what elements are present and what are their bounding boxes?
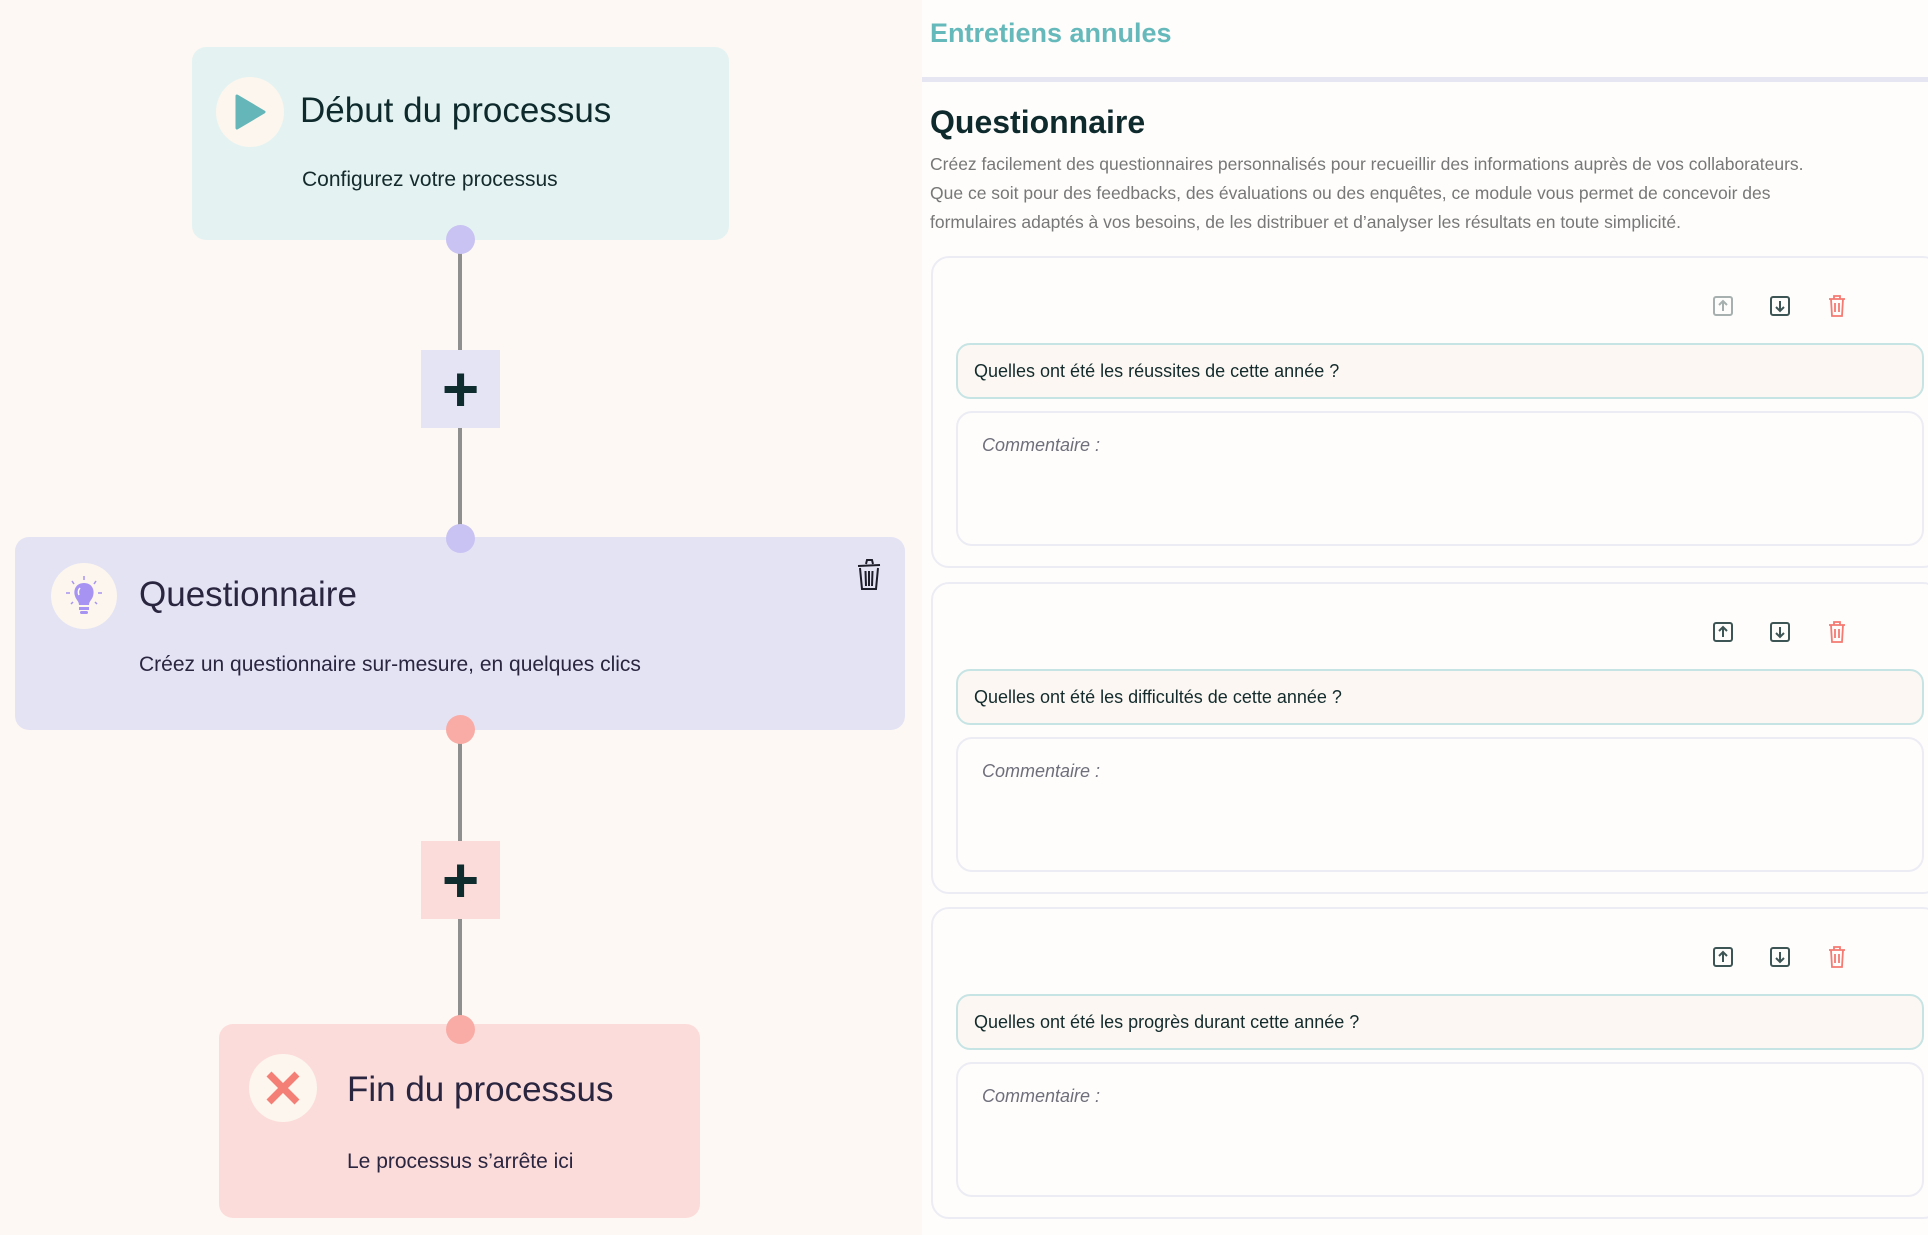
move-down-button[interactable] — [1768, 620, 1792, 644]
trash-icon — [1828, 621, 1846, 643]
close-icon — [265, 1070, 301, 1106]
delete-question-button[interactable] — [1825, 620, 1849, 644]
end-node[interactable] — [219, 1024, 700, 1218]
panel-title: Entretiens annules — [930, 18, 1172, 48]
comment-textarea[interactable]: Commentaire : — [956, 737, 1924, 872]
process-flow-canvas — [0, 0, 922, 1235]
divider — [922, 77, 1928, 82]
move-up-button[interactable] — [1711, 945, 1735, 969]
questionnaire-node[interactable] — [15, 537, 905, 730]
connector-dot[interactable] — [446, 524, 475, 553]
comment-textarea[interactable]: Commentaire : — [956, 411, 1924, 546]
arrow-up-square-icon — [1713, 296, 1733, 316]
question-input[interactable]: Quelles ont été les progrès durant cette année ? — [956, 994, 1924, 1050]
question-card — [931, 582, 1928, 894]
trash-icon — [1828, 946, 1846, 968]
connector-dot[interactable] — [446, 1015, 475, 1044]
question-card — [931, 256, 1928, 568]
arrow-down-square-icon — [1770, 947, 1790, 967]
trash-icon — [856, 558, 882, 592]
question-card — [931, 907, 1928, 1219]
section-description: Créez facilement des questionnaires personnalisés pour recueillir des informations auprès de vos collaborateurs. Que ce soit pour des feedbacks, des évaluations ou des enquêtes, ce module vous permet de concevoir des formulaires adaptés à vos besoins, de les distribuer et d’analyser les résultats en toute simplicité. — [930, 154, 1804, 232]
move-down-button[interactable] — [1768, 294, 1792, 318]
move-down-button[interactable] — [1768, 945, 1792, 969]
start-subtitle: Configurez votre processus — [302, 168, 558, 191]
question-input[interactable]: Quelles ont été les difficultés de cette année ? — [956, 669, 1924, 725]
arrow-up-square-icon — [1713, 622, 1733, 642]
start-node[interactable] — [192, 47, 729, 240]
connector-dot[interactable] — [446, 715, 475, 744]
section-heading: Questionnaire — [930, 104, 1146, 140]
arrow-down-square-icon — [1770, 622, 1790, 642]
start-icon-circle — [216, 77, 284, 147]
play-icon — [234, 94, 266, 130]
lightbulb-icon — [62, 574, 106, 618]
move-up-button[interactable] — [1711, 294, 1735, 318]
step-subtitle: Créez un questionnaire sur-mesure, en quelques clics — [139, 653, 641, 676]
arrow-up-square-icon — [1713, 947, 1733, 967]
end-title: Fin du processus — [347, 1070, 614, 1109]
end-icon-circle — [249, 1054, 317, 1122]
question-input[interactable]: Quelles ont été les réussites de cette année ? — [956, 343, 1924, 399]
end-subtitle: Le processus s’arrête ici — [347, 1150, 574, 1173]
start-title: Début du processus — [300, 91, 612, 130]
add-step-button[interactable]: + — [421, 350, 500, 428]
questionnaire-panel — [922, 0, 1928, 1235]
trash-icon — [1828, 295, 1846, 317]
move-up-button[interactable] — [1711, 620, 1735, 644]
comment-textarea[interactable]: Commentaire : — [956, 1062, 1924, 1197]
step-title: Questionnaire — [139, 575, 357, 614]
connector-dot[interactable] — [446, 225, 475, 254]
arrow-down-square-icon — [1770, 296, 1790, 316]
delete-step-button[interactable] — [856, 558, 884, 592]
add-step-button[interactable]: + — [421, 841, 500, 919]
step-icon-circle — [51, 563, 117, 629]
delete-question-button[interactable] — [1825, 945, 1849, 969]
delete-question-button[interactable] — [1825, 294, 1849, 318]
